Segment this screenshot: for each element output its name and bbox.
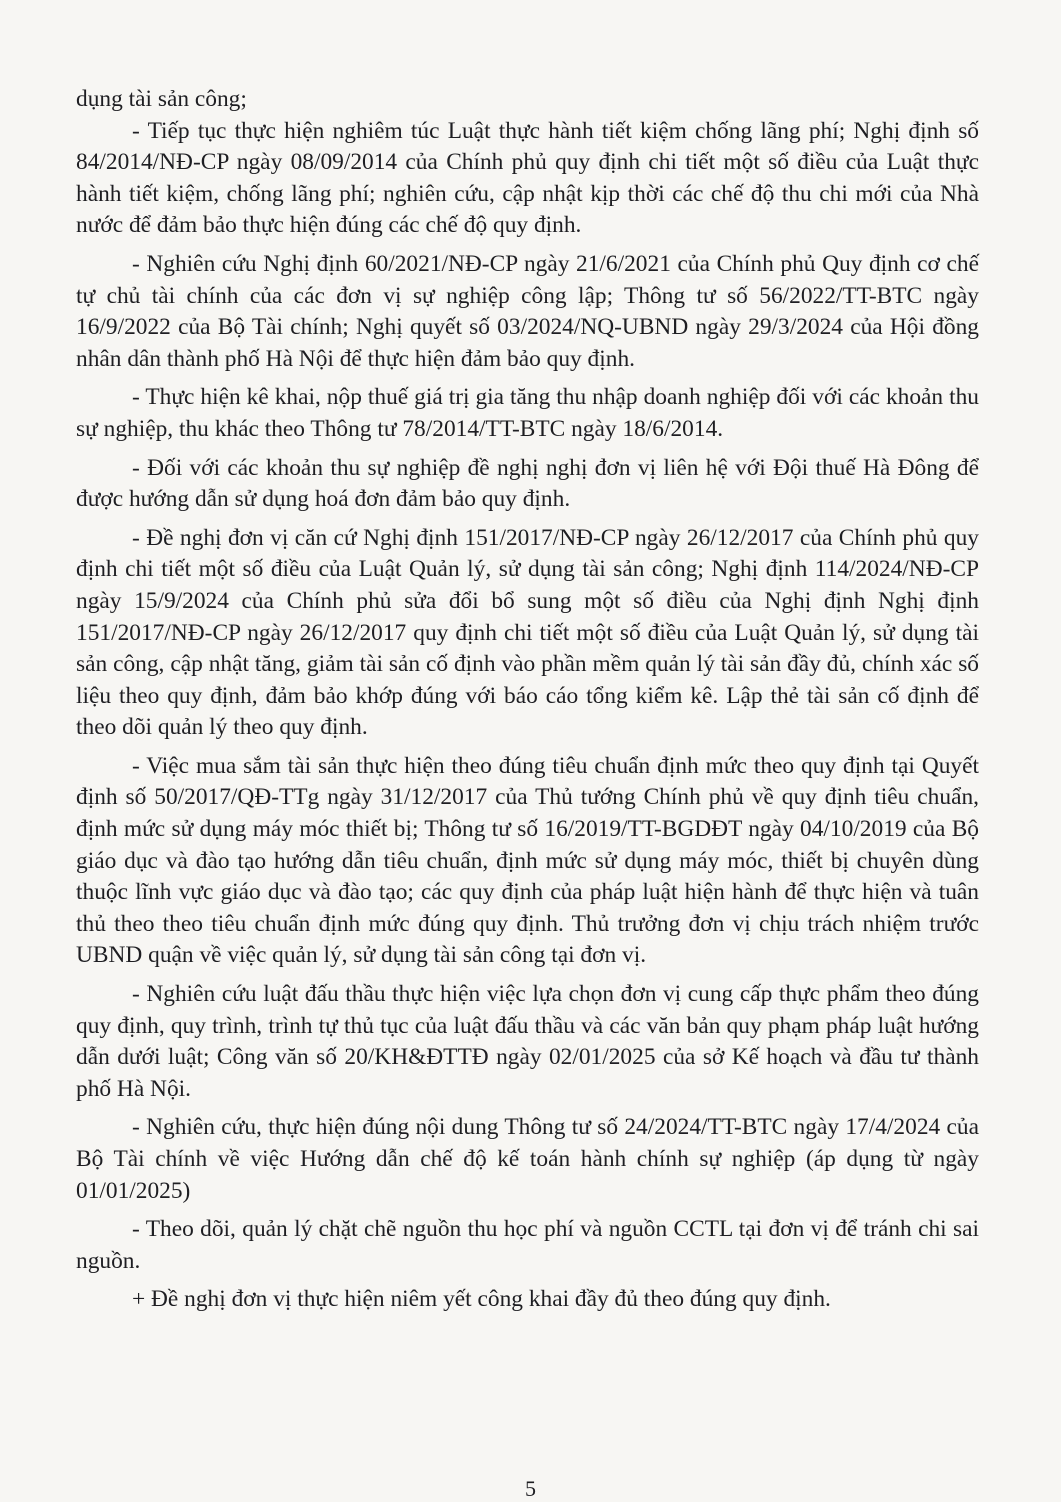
paragraph-savings-law: - Tiếp tục thực hiện nghiêm túc Luật thực hành tiết kiệm chống lãng phí; Nghị định số 84/2014/NĐ-CP ngày 08/09/2014 của Chính phủ quy định chi tiết một số điều của Luật thực hành tiết kiệm, chống lãng phí; nghiên cứu, cập nhật kịp thời các chế độ thu chi mới của Nhà nước để đảm bảo thực hiện đúng các chế độ quy định. — [76, 117, 979, 239]
paragraph-asset-procurement: - Việc mua sắm tài sản thực hiện theo đúng tiêu chuẩn định mức theo quy định tại Quyết định số 50/2017/QĐ-TTg ngày 31/12/2017 của Thủ tướng Chính phủ về quy định tiêu chuẩn, định mức sử dụng máy móc thiết bị; Thông tư số 16/2019/TT-BGDĐT ngày 04/10/2019 của Bộ giáo dục và đào tạo hướng dẫn tiêu chuẩn, định mức sử dụng máy móc, thiết bị chuyên dùng thuộc lĩnh vực giáo dục và đào tạo; các quy định của pháp luật hiện hành để thực hiện và tuân thủ theo theo tiêu chuẩn định mức đúng quy định. Thủ trưởng đơn vị chịu trách nhiệm trước UBND quận về việc quản lý, sử dụng tài sản công tại đơn vị. — [76, 752, 979, 969]
paragraph-tuition-monitoring: - Theo dõi, quản lý chặt chẽ nguồn thu học phí và nguồn CCTL tại đơn vị để tránh chi sai nguồn. — [76, 1216, 979, 1274]
paragraph-public-assets: - Đề nghị đơn vị căn cứ Nghị định 151/2017/NĐ-CP ngày 26/12/2017 của Chính phủ quy định chi tiết một số điều của Luật Quản lý, sử dụng tài sản công; Nghị định 114/2024/NĐ-CP ngày 15/9/2024 của Chính phủ sửa đổi bổ sung một số điều của Nghị định Nghị định 151/2017/NĐ-CP ngày 26/12/2017 quy định chi tiết một số điều của Luật Quản lý, sử dụng tài sản công, cập nhật tăng, giảm tài sản cố định vào phần mềm quản lý tài sản đầy đủ, chính xác số liệu theo quy định, đảm bảo khớp đúng với báo cáo tổng kiểm kê. Lập thẻ tài sản cố định để theo dõi quản lý theo quy định. — [76, 524, 979, 741]
page-number: 5 — [525, 1476, 536, 1501]
paragraph-vat-declaration: - Thực hiện kê khai, nộp thuế giá trị gia tăng thu nhập doanh nghiệp đối với các khoản thu sự nghiệp, thu khác theo Thông tư 78/2014/TT-BTC ngày 18/6/2014. — [76, 384, 979, 442]
document-body — [76, 84, 979, 1316]
paragraph-accounting-regime: - Nghiên cứu, thực hiện đúng nội dung Thông tư số 24/2024/TT-BTC ngày 17/4/2024 của Bộ Tài chính về việc Hướng dẫn chế độ kế toán hành chính sự nghiệp (áp dụng từ ngày 01/01/2025) — [76, 1114, 979, 1204]
lead-line: dụng tài sản công; — [76, 86, 247, 112]
paragraph-financial-autonomy: - Nghiên cứu Nghị định 60/2021/NĐ-CP ngày 21/6/2021 của Chính phủ Quy định cơ chế tự chủ tài chính của các đơn vị sự nghiệp công lập; Thông tư số 56/2022/TT-BTC ngày 16/9/2022 của Bộ Tài chính; Nghị quyết số 03/2024/NQ-UBND ngày 29/3/2024 của Hội đồng nhân dân thành phố Hà Nội để thực hiện đảm bảo quy định. — [76, 250, 979, 372]
paragraph-public-disclosure: + Đề nghị đơn vị thực hiện niêm yết công khai đầy đủ theo đúng quy định. — [132, 1286, 831, 1313]
paragraph-invoice-guidance: - Đối với các khoản thu sự nghiệp đề nghị nghị đơn vị liên hệ với Đội thuế Hà Đông để được hướng dẫn sử dụng hoá đơn đảm bảo quy định. — [76, 454, 979, 513]
paragraph-bidding-law: - Nghiên cứu luật đấu thầu thực hiện việc lựa chọn đơn vị cung cấp thực phẩm theo đúng quy định, quy trình, trình tự thủ tục của luật đấu thầu và các văn bản quy phạm pháp luật hướng dẫn dưới luật; Công văn số 20/KH&ĐTTĐ ngày 02/01/2025 của sở Kế hoạch và đầu tư thành phố Hà Nội. — [76, 981, 979, 1102]
